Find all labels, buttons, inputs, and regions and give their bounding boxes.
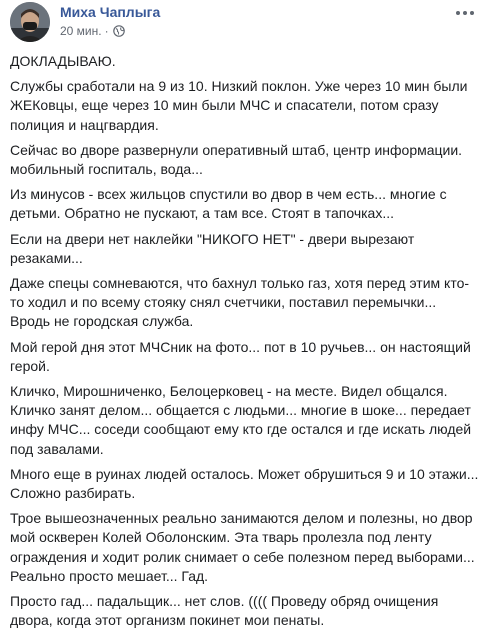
separator-dot: · — [104, 24, 109, 38]
post-time[interactable]: 20 мин. — [60, 24, 102, 38]
profile-photo — [10, 2, 50, 42]
post-paragraph: Кличко, Мирошниченко, Белоцерковец - на месте. Видел общался. Кличко занят делом... общается с людьми... многие в шоке... передает инфу МЧС... соседи сообщают ему кто где остался и где искать людей под завалами. — [10, 383, 472, 457]
post-body — [10, 52, 480, 636]
post-paragraph: Службы сработали на 9 из 10. Низкий поклон. Уже через 10 мин были ЖЕКовцы, еще через 10 мин были МЧС и спасатели, потом сразу полиция и нацгвардия. — [10, 78, 468, 133]
post-paragraph: Из минусов - всех жильцов спустили во двор в чем есть... многие с детьми. Обратно не пускают, а там все. Стоят в тапочках... — [10, 186, 447, 222]
post-header — [10, 2, 478, 42]
post-paragraph: Трое вышеозначенных реально занимаются делом и полезны, но двор мой оскверен Колей Оболонским. Эта тварь пролезла под ленту ограждения и ходит ролик снимает о себе полезном перед выборами... Реально просто мешает... Гад. — [10, 510, 475, 584]
author-name[interactable]: Миха Чаплыга — [60, 4, 161, 20]
post-paragraph: Если на двери нет наклейки "НИКОГО НЕТ" - двери вырезают резаками... — [10, 230, 415, 266]
avatar[interactable] — [10, 2, 50, 42]
post-paragraph: Просто гад... падальщик... нет слов. (((( Проведу обряд очищения двора, когда этот организм покинет мои пенаты. — [10, 593, 439, 629]
post-paragraph: ДОКЛАДЫВАЮ. — [10, 53, 116, 69]
post-paragraph: Мой герой дня этот МЧСник на фото... пот в 10 ручьев... он настоящий герой. — [10, 338, 471, 374]
post-paragraph: Много еще в руинах людей осталось. Может обрушиться 9 и 10 этажи... Сложно разбирать. — [10, 465, 479, 502]
more-horizontal-icon[interactable] — [452, 6, 478, 20]
globe-icon[interactable] — [113, 25, 125, 41]
post-paragraph: Даже спецы сомневаются, что бахнул только газ, хотя перед этим кто-то ходил и по всему стояку снял счетчики, поставил перемычки... Вродь не городская служба. — [10, 275, 470, 330]
post-meta — [60, 23, 125, 41]
post-paragraph: Сейчас во дворе развернули оперативный штаб, центр информации. мобильный госпиталь, вода... — [10, 141, 463, 178]
